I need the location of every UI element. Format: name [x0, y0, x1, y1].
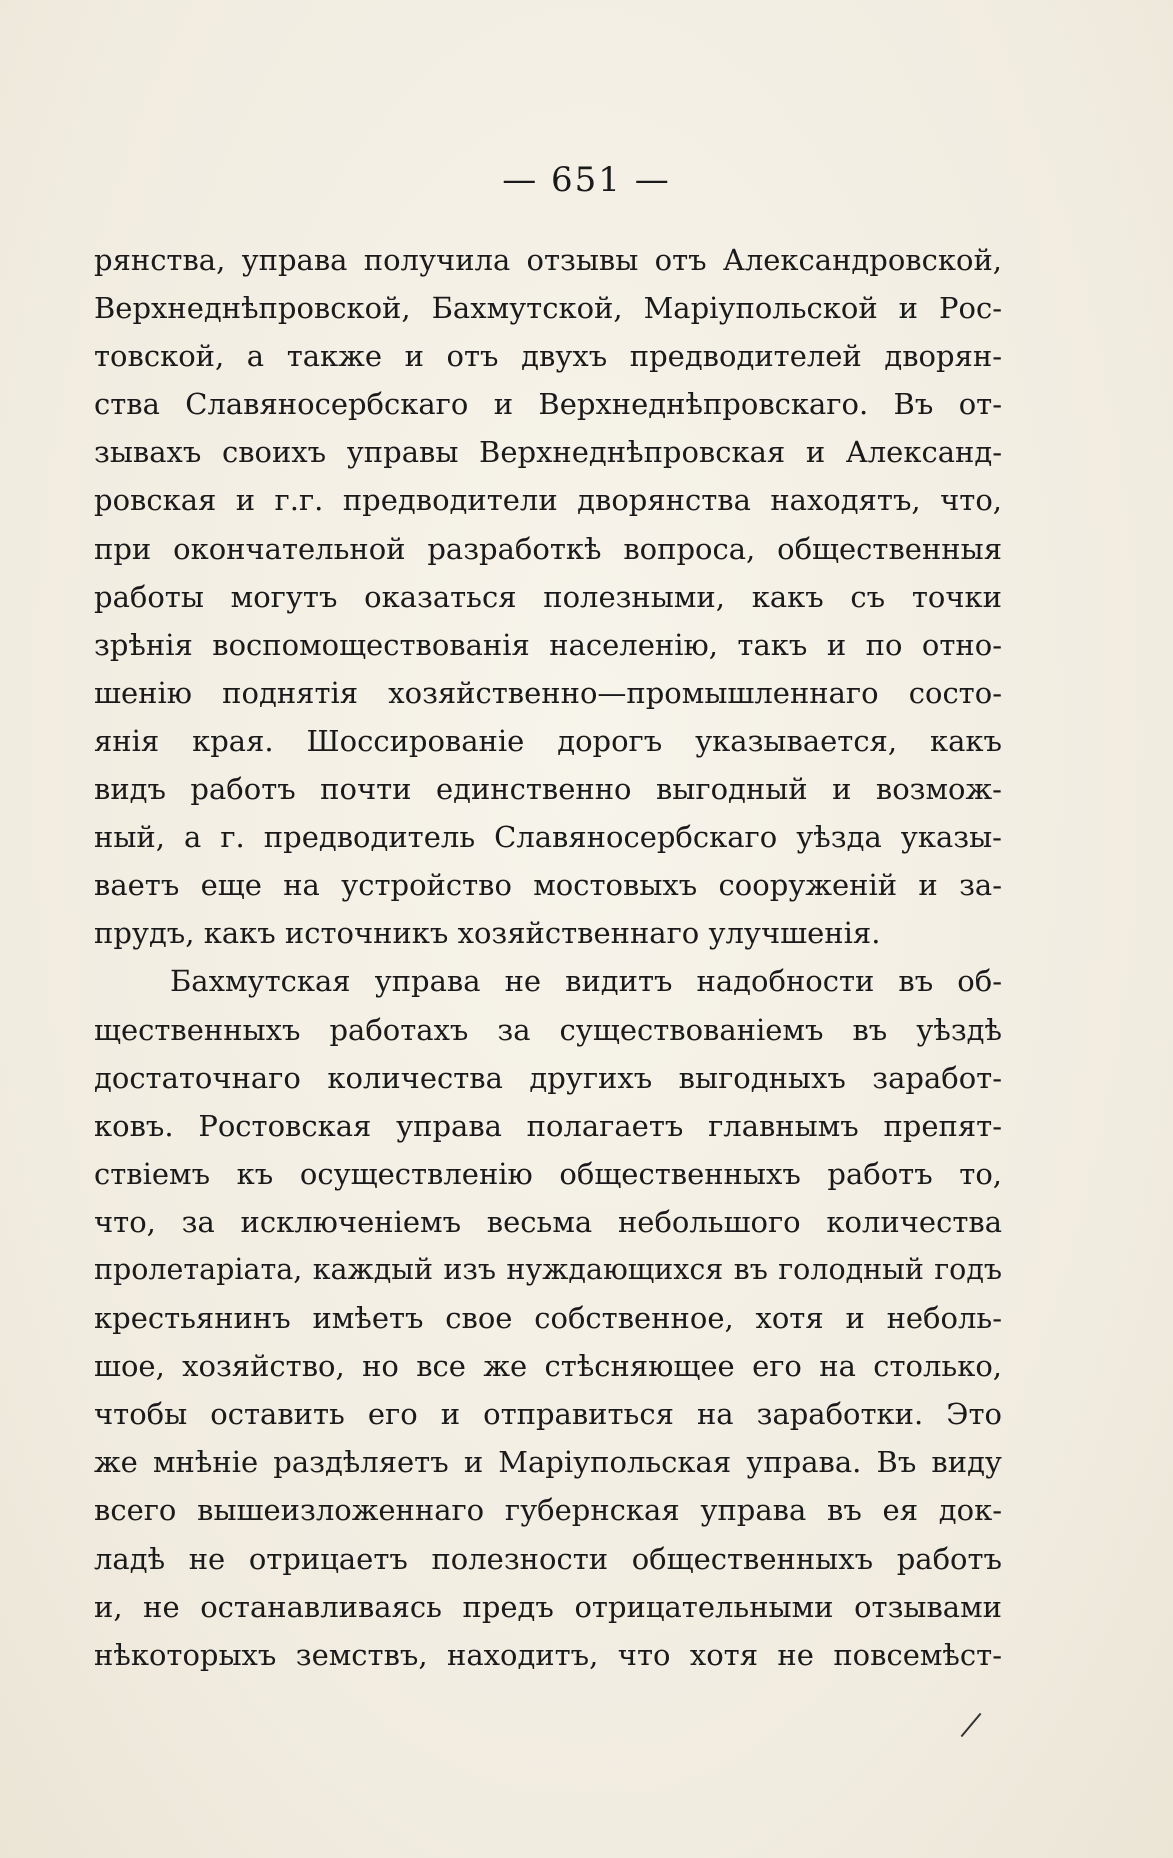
text-line: Верхнеднѣпровской, Бахмутской, Маріупольской и Рос-: [94, 291, 1002, 326]
text-line: что, за исключеніемъ весьма небольшого количества: [94, 1204, 1002, 1239]
text-line: нѣкоторыхъ земствъ, находитъ, что хотя не повсемѣст-: [94, 1637, 1002, 1672]
text-line: шенію поднятія хозяйственно—промышленнаго состо-: [94, 675, 1002, 710]
text-line: достаточнаго количества другихъ выгодныхъ заработ-: [94, 1060, 1002, 1095]
text-line: пролетаріата, каждый изъ нуждающихся въ голодный годъ: [94, 1252, 1002, 1286]
text-line: крестьянинъ имѣетъ свое собственное, хотя и неболь-: [94, 1301, 1002, 1336]
text-line: рянства, управа получила отзывы отъ Александровской,: [94, 243, 1002, 277]
pencil-mark: [961, 1713, 982, 1737]
page-number: — 651 —: [502, 160, 671, 200]
text-line: шое, хозяйство, но все же стѣсняющее его на столько,: [94, 1349, 1002, 1384]
text-line: ваетъ еще на устройство мостовыхъ сооруженій и за-: [94, 868, 1002, 903]
text-line: щественныхъ работахъ за существованіемъ въ уѣздѣ: [94, 1012, 1002, 1047]
text-line: видъ работъ почти единственно выгодный и возмож-: [94, 772, 1002, 807]
text-line: же мнѣніе раздѣляетъ и Маріупольская управа. Въ виду: [94, 1445, 1002, 1480]
text-line: всего вышеизложеннаго губернская управа въ ея док-: [94, 1493, 1002, 1528]
text-line: чтобы оставить его и отправиться на заработки. Это: [94, 1397, 1002, 1432]
text-line: прудъ, какъ источникъ хозяйственнаго улучшенія.: [94, 916, 881, 951]
text-line: ровская и г.г. предводители дворянства находятъ, что,: [94, 483, 1002, 518]
text-line: ный, а г. предводитель Славяносербскаго уѣзда указы-: [94, 820, 1002, 855]
text-line: янія края. Шоссированіе дорогъ указывается, какъ: [94, 723, 1002, 758]
text-line: товской, а также и отъ двухъ предводителей дворян-: [94, 339, 1002, 374]
text-line: при окончательной разработкѣ вопроса, общественныя: [94, 531, 1002, 566]
text-line: ства Славяносербскаго и Верхнеднѣпровскаго. Въ от-: [94, 387, 1002, 422]
text-line: работы могутъ оказаться полезными, какъ съ точки: [94, 579, 1002, 614]
paragraph-start-line: Бахмутская управа не видитъ надобности въ об-: [170, 964, 1002, 999]
text-line: ствіемъ къ осуществленію общественныхъ работъ то,: [94, 1156, 1002, 1191]
text-line: зывахъ своихъ управы Верхнеднѣпровская и Александ-: [94, 435, 1002, 470]
text-line: зрѣнія воспомоществованія населенію, такъ и по отно-: [94, 627, 1002, 662]
text-line: и, не останавливаясь предъ отрицательными отзывами: [94, 1589, 1002, 1624]
text-line: ковъ. Ростовская управа полагаетъ главнымъ препят-: [94, 1108, 1002, 1143]
text-line: ладѣ не отрицаетъ полезности общественныхъ работъ: [94, 1541, 1002, 1576]
body-text: [94, 236, 1002, 1679]
